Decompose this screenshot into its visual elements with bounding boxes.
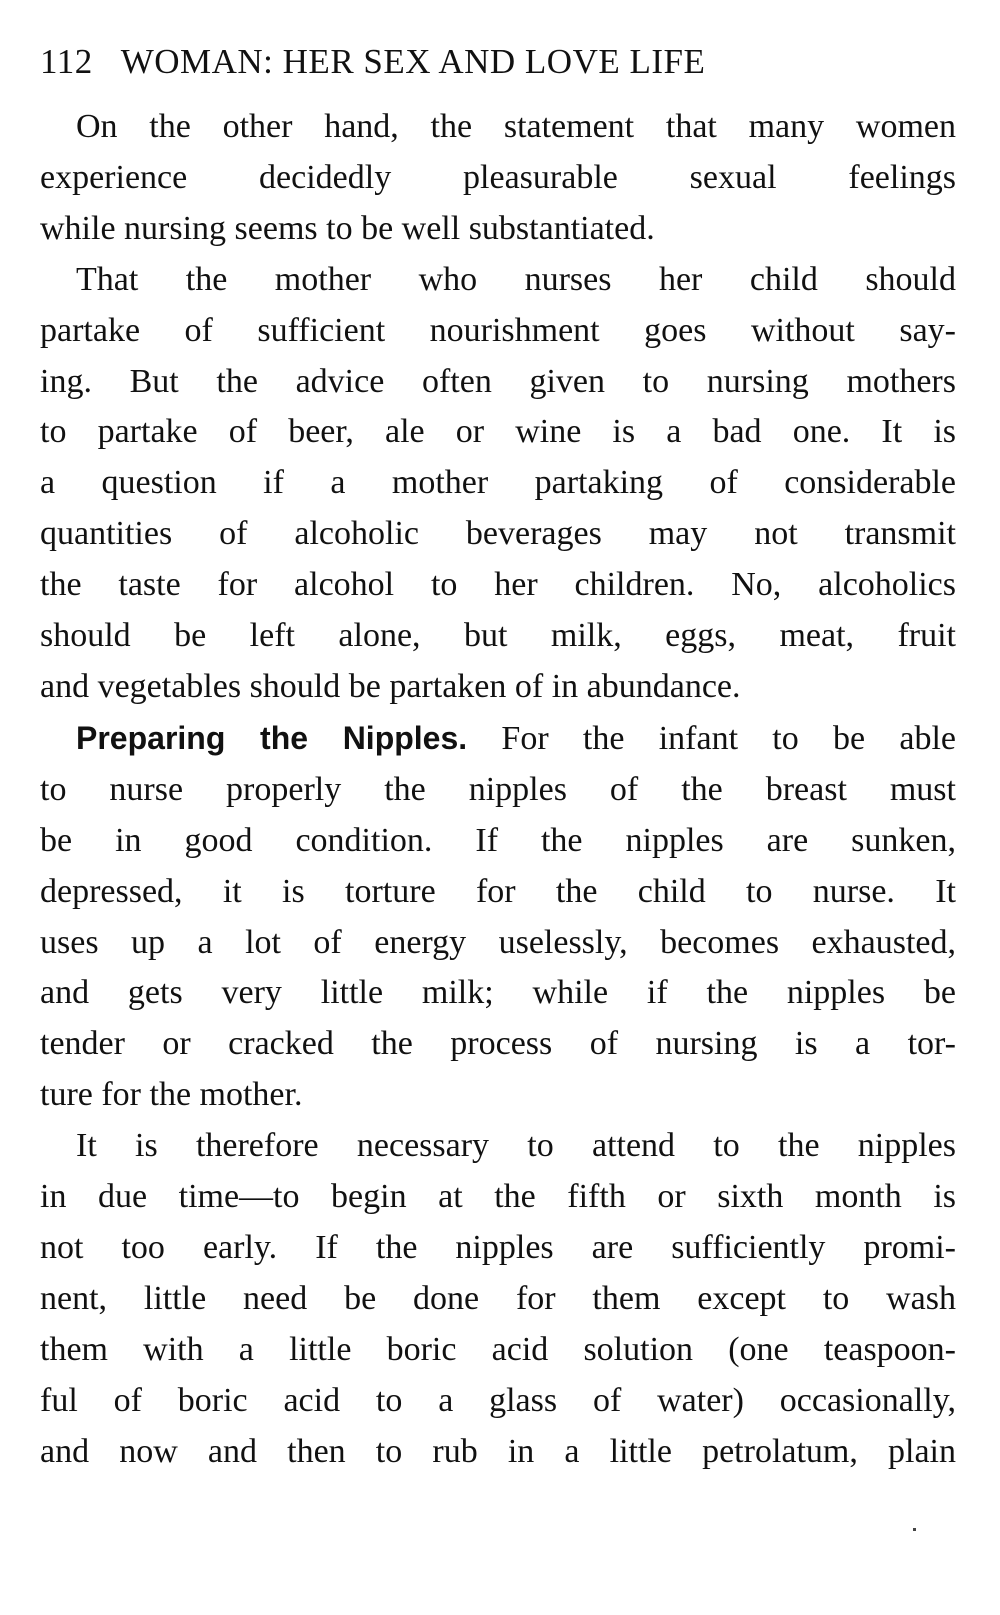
- paragraph-2: [40, 255, 956, 713]
- body-text: [40, 102, 956, 1477]
- text-line: It is therefore necessary to attend to the nipples: [76, 1127, 956, 1165]
- text-line: That the mother who nurses her child should: [76, 260, 956, 298]
- running-head: [40, 36, 956, 88]
- text-line-continuation: For the infant to be able: [501, 719, 956, 757]
- text-line: nent, little need be done for them except to wash: [40, 1279, 956, 1317]
- paragraph-3: [40, 713, 956, 1121]
- text-line: and vegetables should be partaken of in abundance.: [40, 667, 741, 705]
- text-line: quantities of alcoholic beverages may not transmit: [40, 515, 956, 553]
- run-in-heading: Preparing the Nipples.: [76, 719, 468, 756]
- text-line: in due time—to begin at the fifth or sixth month is: [40, 1178, 956, 1216]
- text-line: partake of sufficient nourishment goes without say-: [40, 311, 956, 349]
- running-title: WOMAN: HER SEX AND LOVE LIFE: [120, 42, 706, 81]
- text-line: experience decidedly pleasurable sexual feelings: [40, 158, 956, 196]
- page-number: 112: [40, 42, 93, 81]
- text-line: the taste for alcohol to her children. No, alcoholics: [40, 566, 956, 604]
- paragraph-4: [40, 1121, 956, 1477]
- text-line: ing. But the advice often given to nursing mothers: [40, 362, 956, 400]
- text-line: them with a little boric acid solution (one teaspoon-: [40, 1330, 956, 1368]
- text-line: [40, 713, 956, 765]
- text-line: not too early. If the nipples are sufficiently promi-: [40, 1228, 956, 1266]
- text-line: uses up a lot of energy uselessly, becomes exhausted,: [40, 923, 956, 961]
- text-line: while nursing seems to be well substantiated.: [40, 209, 655, 247]
- text-line: should be left alone, but milk, eggs, meat, fruit: [40, 617, 956, 655]
- paragraph-1: [40, 102, 956, 255]
- text-line: be in good condition. If the nipples are sunken,: [40, 821, 956, 859]
- text-line: depressed, it is torture for the child to nurse. It: [40, 872, 956, 910]
- book-page: [40, 36, 956, 1477]
- text-line: and gets very little milk; while if the nipples be: [40, 974, 956, 1012]
- text-line: and now and then to rub in a little petrolatum, plain: [40, 1432, 956, 1470]
- text-line: to partake of beer, ale or wine is a bad one. It is: [40, 413, 956, 451]
- text-line: ture for the mother.: [40, 1076, 303, 1114]
- text-line: tender or cracked the process of nursing is a tor-: [40, 1025, 956, 1063]
- text-line: a question if a mother partaking of considerable: [40, 464, 956, 502]
- text-line: ful of boric acid to a glass of water) occasionally,: [40, 1381, 956, 1419]
- print-speck: [913, 1528, 916, 1531]
- text-line: On the other hand, the statement that many women: [76, 108, 956, 145]
- text-line: to nurse properly the nipples of the breast must: [40, 770, 956, 808]
